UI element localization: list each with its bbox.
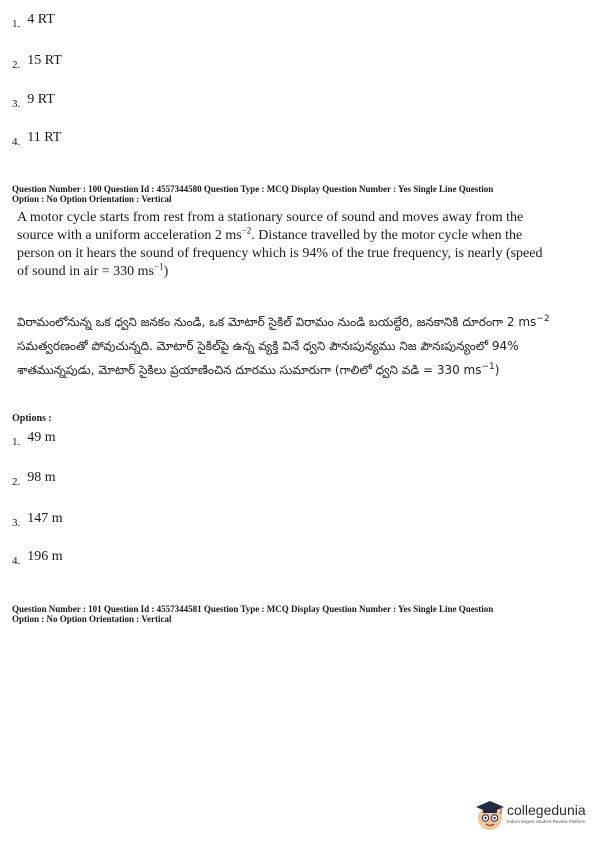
prev-option-2 xyxy=(12,51,62,71)
question-100-english xyxy=(17,209,557,281)
question-100-meta xyxy=(12,184,582,204)
meta-line-2: Option : No Option Orientation : Vertical xyxy=(12,194,172,204)
question-101-meta xyxy=(12,604,582,624)
option-number: 3. xyxy=(12,98,21,110)
prev-option-1 xyxy=(12,10,55,30)
question-100-telugu xyxy=(17,310,565,382)
prev-option-4 xyxy=(12,128,61,148)
option-value: 4 RT xyxy=(27,12,55,27)
meta-line-1: Question Number : 100 Question Id : 4557344580 Question Type : MCQ Display Question Number : Yes Single Line Question xyxy=(12,184,494,194)
question-text-telugu: ) xyxy=(494,363,500,377)
collegedunia-logo xyxy=(474,798,590,832)
question-text-telugu: సమత్వరణంతో పోవుచున్నది. మోటార్ సైకిల్‌పై ఉన్న వ్యక్తి వినే ధ్వని పౌనఃపున్యము నిజ పౌనఃపున్యంలో 94% శాతమున్నపుడు, మోటార్ సైకిలు ప్రయాణించిన దూరము సుమారుగా (గాలిలో ధ్వని వడి = 330 ms xyxy=(17,339,519,377)
option-3 xyxy=(12,509,63,529)
option-value: 147 m xyxy=(27,511,63,526)
option-number: 4. xyxy=(12,136,21,148)
option-value: 98 m xyxy=(27,470,56,485)
option-number: 3. xyxy=(12,517,21,529)
exponent: −1 xyxy=(154,261,164,272)
question-text: ) xyxy=(163,264,169,279)
option-number: 1. xyxy=(12,18,21,30)
exponent: −2 xyxy=(241,225,252,236)
option-2 xyxy=(12,468,56,488)
logo-brand: collegedunia xyxy=(507,802,586,818)
option-value: 49 m xyxy=(27,430,56,445)
graduate-mascot-icon xyxy=(474,798,506,832)
option-value: 15 RT xyxy=(27,53,62,68)
logo-tagline: India's largest Student Review Platform xyxy=(507,819,586,824)
exponent: −2 xyxy=(536,314,550,324)
prev-option-3 xyxy=(12,90,55,110)
option-number: 4. xyxy=(12,555,21,567)
meta-line-1: Question Number : 101 Question Id : 4557344581 Question Type : MCQ Display Question Number : Yes Single Line Question xyxy=(12,604,494,614)
question-text: A motor cycle starts from rest from a stationary source of sound and moves away from the source with a uniform acceleration 2 ms xyxy=(17,210,524,243)
option-1 xyxy=(12,428,56,448)
option-value: 196 m xyxy=(27,549,63,564)
question-text-telugu: విరామంలోనున్న ఒక ధ్వని జనకం నుండి, ఒక మోటార్ సైకిల్ విరామం నుండి బయల్దేరి, జనకానికి దూరంగా 2 ms xyxy=(17,315,537,329)
option-4 xyxy=(12,547,63,567)
options-label: Options : xyxy=(12,413,52,424)
option-number: 1. xyxy=(12,436,21,448)
option-value: 11 RT xyxy=(27,130,62,145)
meta-line-2: Option : No Option Orientation : Vertical xyxy=(12,614,172,624)
exponent: −1 xyxy=(481,362,495,372)
option-value: 9 RT xyxy=(27,92,55,107)
option-number: 2. xyxy=(12,59,21,71)
question-text: . Distance travelled by the motor cycle when the person on it hears the sound of frequency which is 94% of the true frequency, is nearly (speed of sound in air = 330 ms xyxy=(17,228,543,279)
option-number: 2. xyxy=(12,476,21,488)
